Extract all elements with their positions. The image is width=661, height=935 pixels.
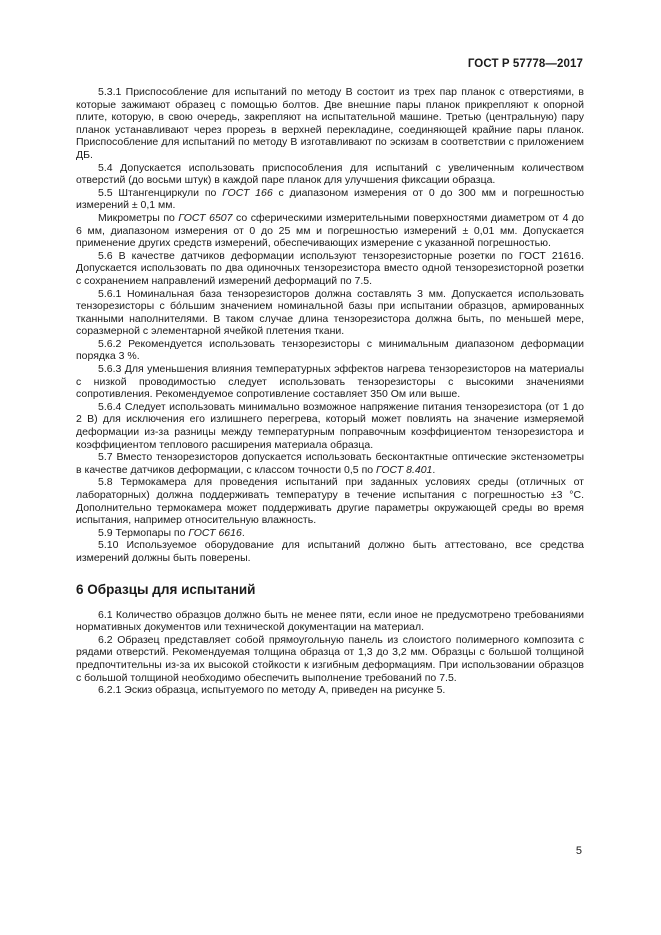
- text-run: с диапазоном измерения от 0 до 300 мм и погрешностью измерений ± 0,1 мм.: [76, 186, 584, 212]
- text-run: Микрометры по: [98, 211, 179, 224]
- text-run: 5.4 Допускается использовать приспособления для испытаний с увеличенным количеством отверстий (до восьми штук) в каждой паре планок для улучшения фиксации образца.: [76, 161, 584, 187]
- paragraph-p531: [76, 86, 584, 162]
- text-run: 5.5 Штангенциркули по: [98, 186, 223, 199]
- section-6-body: [76, 609, 584, 697]
- paragraph-p62: [76, 634, 584, 684]
- standard-reference: ГОСТ 6616: [188, 526, 242, 539]
- paragraph-p58: [76, 476, 584, 526]
- paragraph-p564: [76, 401, 584, 451]
- text-run: .: [432, 463, 436, 476]
- section-6-title: 6 Образцы для испытаний: [76, 581, 256, 597]
- text-run: 5.9 Термопары по: [98, 526, 189, 539]
- text-run: 6.2.1 Эскиз образца, испытуемого по методу А, приведен на рисунке 5.: [98, 684, 446, 697]
- standard-reference: ГОСТ 166: [222, 186, 273, 199]
- text-run: 5.6.1 Номинальная база тензорезисторов должна составлять 3 мм. Допускается использовать тензорезисторы с бо́льшим значением номинальной базы при испытании образцов, армированных тканными наполнителями. В таком случае длина тензорезистора должна быть, по меньшей мере, соразмерной с элементарной ячейкой плетения ткани.: [76, 287, 584, 338]
- paragraph-p55b: [76, 212, 584, 250]
- text-run: со сферическими измерительными поверхностями диаметром от 4 до 6 мм, диапазоном измерения от 0 до 25 мм и погрешностью измерений ± 0,01 мм. Допускается применение других средств измерений, обеспечивающих измерение с указанной погрешностью.: [76, 211, 584, 250]
- standard-reference: ГОСТ 6507: [178, 211, 233, 224]
- paragraph-p563: [76, 363, 584, 401]
- text-run: 5.6.4 Следует использовать минимально возможное напряжение питания тензорезистора (от 1 до 2 В) для исключения его излишнего перегрева, который может повлиять на значение измеряемой деформации из-за разницы между температурным поправочным коэффициентом тензорезистора и коэффициентом теплового расширения материала образца.: [76, 400, 584, 451]
- standard-header: ГОСТ Р 57778—2017: [467, 58, 583, 70]
- paragraph-p561: [76, 288, 584, 338]
- paragraph-p621: [76, 684, 584, 697]
- paragraph-p61: [76, 609, 584, 634]
- paragraph-p562: [76, 338, 584, 363]
- text-run: .: [241, 526, 245, 539]
- section-5-body: [76, 86, 584, 565]
- paragraph-p56: [76, 250, 584, 288]
- paragraph-p59: [76, 527, 584, 540]
- page-number: 5: [575, 845, 582, 857]
- text-run: 5.3.1 Приспособление для испытаний по методу В состоит из трех пар планок с отверстиями, в которые зажимают образец с помощью болтов. Две внешние пары планок прикрепляют к опорной плите, которую, в свою очередь, закрепляют на испытательной машине. Третью (центральную) пару планок устанавливают через прорезь в верхней перекладине, соединяющей крайние пары планок. Приспособление для испытаний по методу В изготавливают по эскизам в соответствии с приложением ДБ.: [76, 86, 584, 161]
- text-run: 6.2 Образец представляет собой прямоугольную панель из слоистого полимерного композита с рядами отверстий. Рекомендуемая толщина образца от 1,3 до 3,2 мм. Образцы с большой толщиной предпочтительны из-за их высокой стойкости к изгибным деформациям. При использовании образцов с большой толщиной необходимо обеспечить выполнение требований по 7.5.: [76, 633, 584, 684]
- text-run: 6.1 Количество образцов должно быть не менее пяти, если иное не предусмотрено требованиями нормативных документов или технической документации на материал.: [76, 608, 584, 634]
- paragraph-p57: [76, 451, 584, 476]
- page-content: [76, 86, 584, 697]
- text-run: 5.7 Вместо тензорезисторов допускается использовать бесконтактные оптические экстензометры в качестве датчиков деформации, с классом точности 0,5 по: [76, 451, 584, 476]
- text-run: 5.8 Термокамера для проведения испытаний при заданных условиях среды (отличных от лабораторных) должна поддерживать температуру в течение испытания с погрешностью ±3 °С. Дополнительно термокамера может поддерживать другие параметры окружающей среды во время испытания, например относительную влажность.: [76, 476, 584, 527]
- standard-reference: ГОСТ 8.401: [376, 463, 433, 476]
- paragraph-p510: [76, 539, 584, 564]
- paragraph-p54: [76, 162, 584, 187]
- text-run: 5.10 Используемое оборудование для испытаний должно быть аттестовано, все средства измерений должны быть поверены.: [76, 539, 584, 564]
- text-run: 5.6.2 Рекомендуется использовать тензорезисторы с минимальным диапазоном деформации порядка 3 %.: [76, 337, 584, 363]
- text-run: 5.6 В качестве датчиков деформации используют тензорезисторные розетки по ГОСТ 21616. Допускается использовать по два одиночных тензорезистора вместо одной тензорезисторной розетки с сохранением направлений измерений деформаций по 7.5.: [76, 249, 584, 287]
- text-run: 5.6.3 Для уменьшения влияния температурных эффектов нагрева тензорезисторов на материалы с низкой проводимостью следует использовать тензорезисторы с высокими значениями сопротивления. Рекомендуемое сопротивление составляет 350 Ом или выше.: [76, 363, 584, 401]
- paragraph-p55: [76, 187, 584, 212]
